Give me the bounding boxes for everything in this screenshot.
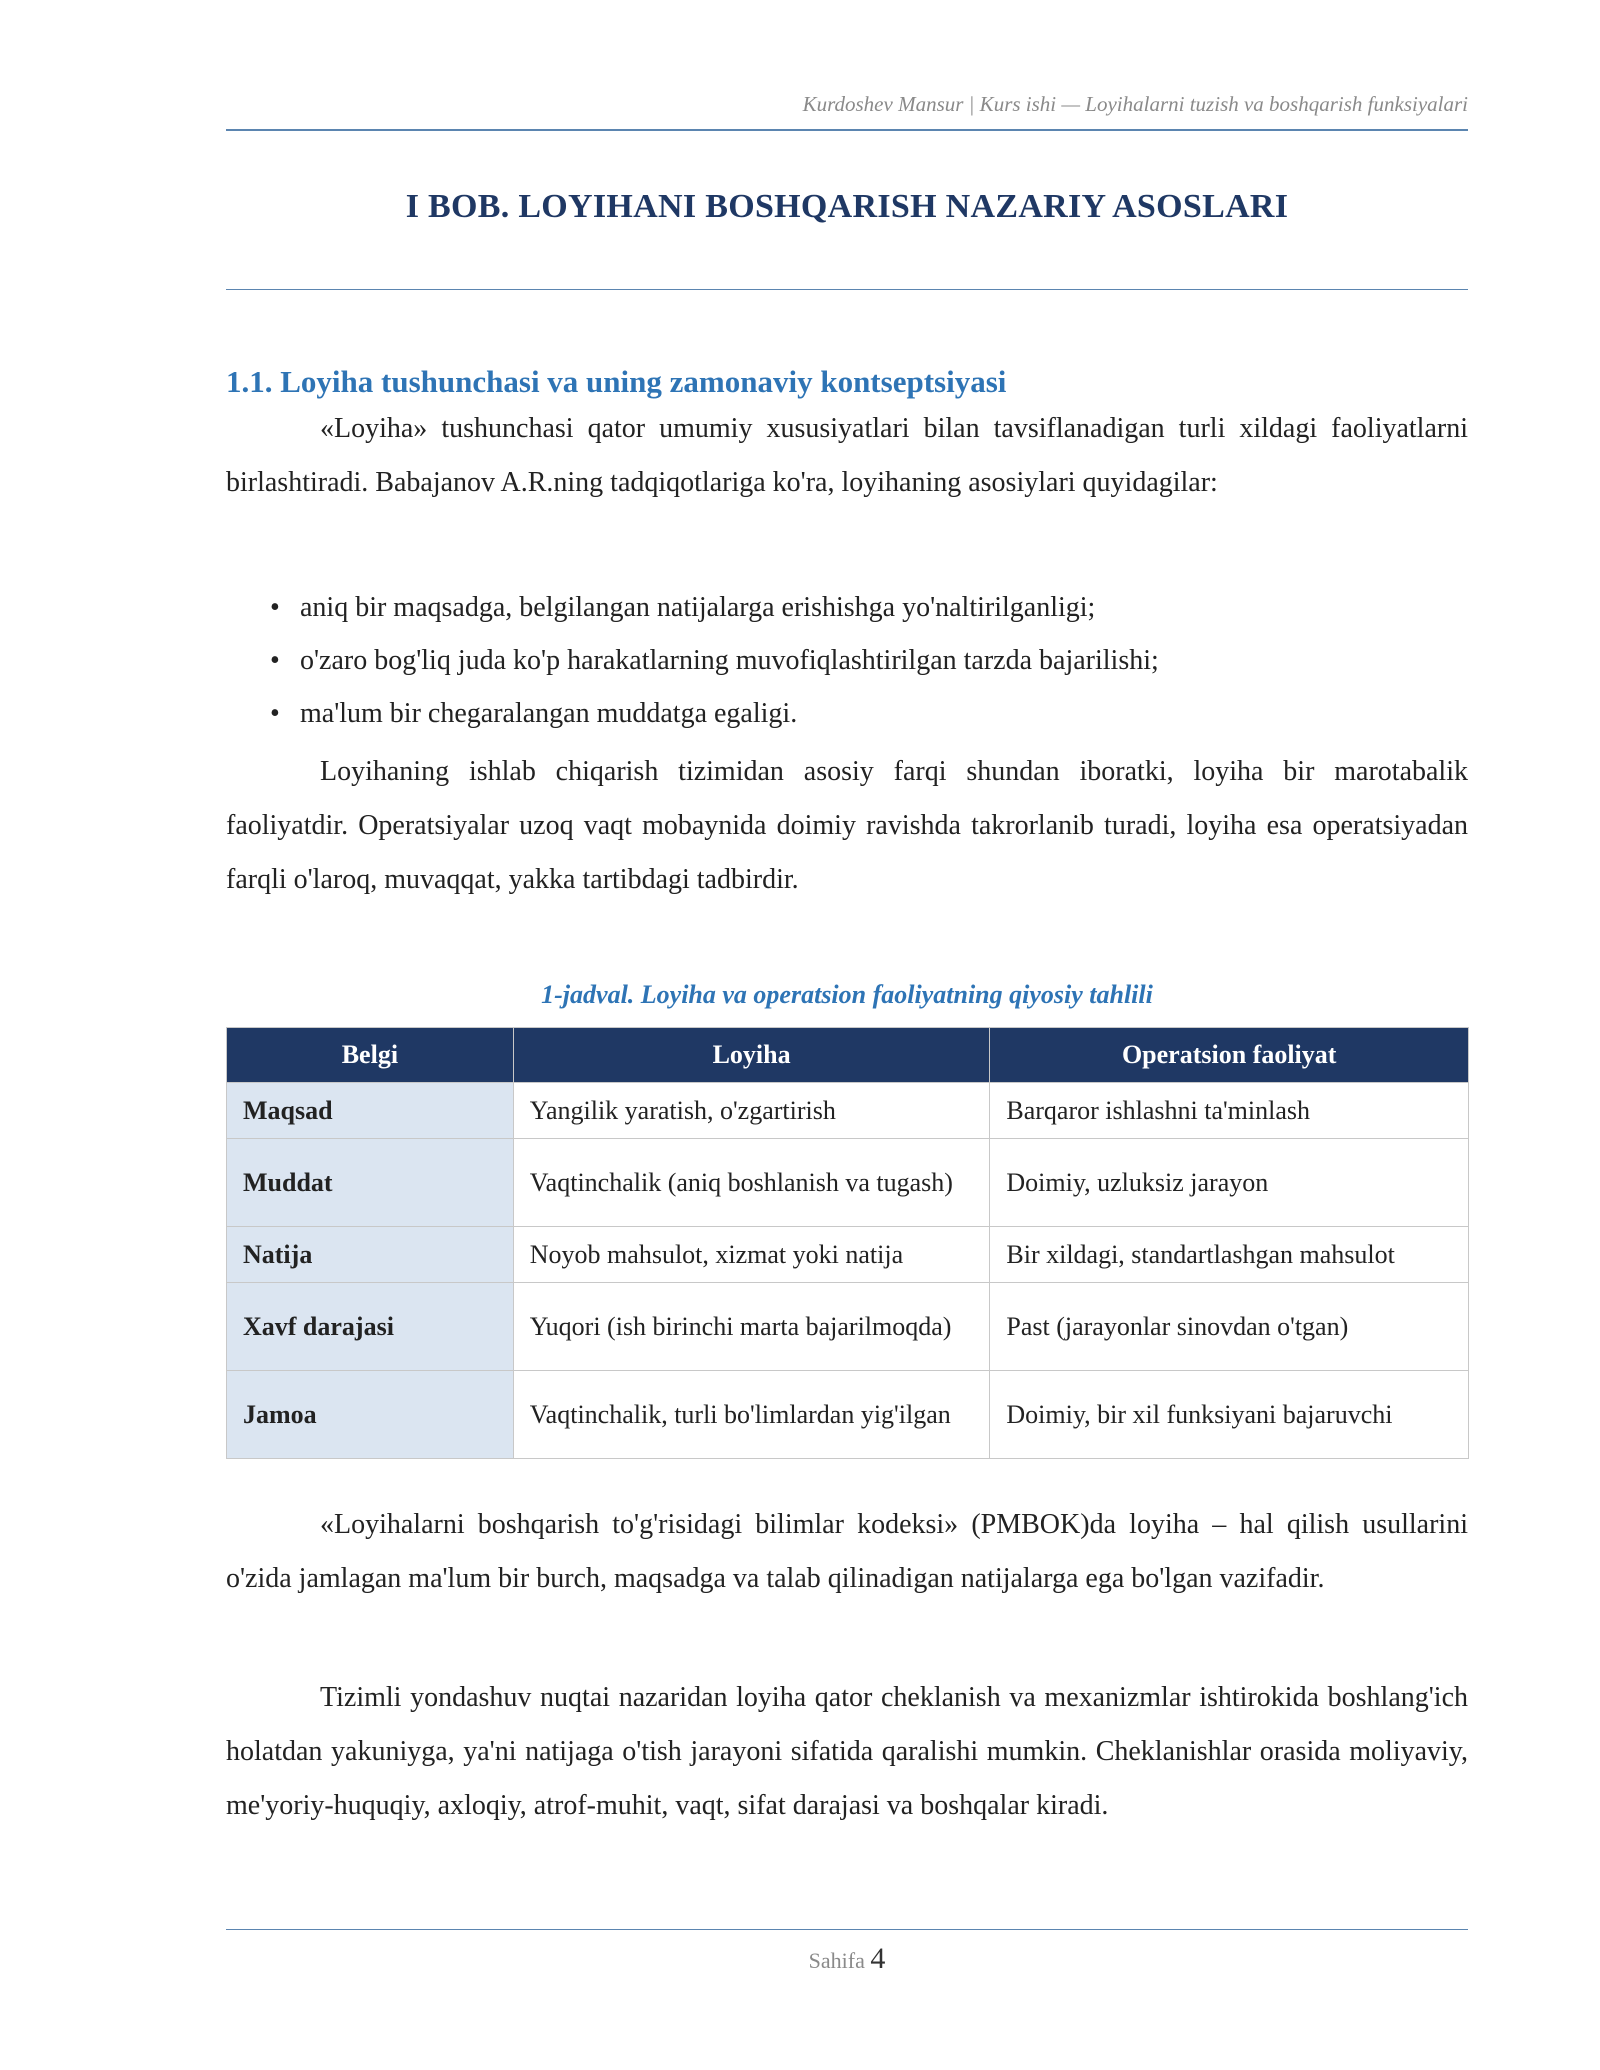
- page-footer: [226, 1942, 1468, 1976]
- paragraph-intro: «Loyiha» tushunchasi qator umumiy xususiyatlari bilan tavsiflanadigan turli xildagi faoliyatlarni birlashtiradi. Babajanov A.R.ning tadqiqotlariga ko'ra, loyihaning asosiylari quyidagilar:: [226, 413, 1468, 498]
- bullet-list: [270, 581, 1159, 740]
- list-item: • ma'lum bir chegaralangan muddatga egaligi.: [270, 687, 1159, 740]
- column-header: Belgi: [227, 1028, 514, 1083]
- paragraph-pmbok: «Loyihalarni boshqarish to'g'risidagi bilimlar kodeksi» (PMBOK)da loyiha – hal qilish usullarini o'zida jamlagan ma'lum bir burch, maqsadga va talab qilinadigan natijalarga ega bo'lgan vazifadir.: [226, 1509, 1468, 1594]
- operation-cell: Past (jarayonlar sinovdan o'tgan): [990, 1283, 1469, 1371]
- chapter-divider: [226, 289, 1468, 290]
- comparison-table: [226, 1027, 1469, 1459]
- project-cell: Vaqtinchalik (aniq boshlanish va tugash): [513, 1139, 990, 1227]
- chapter-title: I BOB. LOYIHANI BOSHQARISH NAZARIY ASOSLARI: [405, 188, 1289, 225]
- project-cell: Vaqtinchalik, turli bo'limlardan yig'ilgan: [513, 1371, 990, 1459]
- column-header: Loyiha: [513, 1028, 990, 1083]
- paragraph-systems: Tizimli yondashuv nuqtai nazaridan loyiha qator cheklanish va mexanizmlar ishtirokida boshlang'ich holatdan yakuniyga, ya'ni natijaga o'tish jarayoni sifatida qaralishi mumkin. Cheklanishlar orasida moliyaviy, me'yoriy-huquqiy, axloqiy, atrof-muhit, vaqt, sifat darajasi va boshqalar kiradi.: [226, 1682, 1468, 1821]
- header-divider: [226, 129, 1468, 131]
- operation-cell: Barqaror ishlashni ta'minlash: [990, 1083, 1469, 1139]
- feature-cell: Xavf darajasi: [227, 1283, 514, 1371]
- section-title: 1.1. Loyiha tushunchasi va uning zamonaviy kontseptsiyasi: [226, 364, 1007, 399]
- operation-cell: Doimiy, uzluksiz jarayon: [990, 1139, 1469, 1227]
- operation-cell: Bir xildagi, standartlashgan mahsulot: [990, 1227, 1469, 1283]
- feature-cell: Natija: [227, 1227, 514, 1283]
- running-header: Kurdoshev Mansur | Kurs ishi — Loyihalarni tuzish va boshqarish funksiyalari: [802, 92, 1468, 116]
- table-row: [227, 1139, 1469, 1227]
- table-row: [227, 1371, 1469, 1459]
- table-header-row: [227, 1028, 1469, 1083]
- list-item: • aniq bir maqsadga, belgilangan natijalarga erishishga yo'naltirilganligi;: [270, 581, 1159, 634]
- operation-cell: Doimiy, bir xil funksiyani bajaruvchi: [990, 1371, 1469, 1459]
- table-row: [227, 1083, 1469, 1139]
- paragraph-difference: Loyihaning ishlab chiqarish tizimidan asosiy farqi shundan iboratki, loyiha bir marotabalik faoliyatdir. Operatsiyalar uzoq vaqt mobaynida doimiy ravishda takrorlanib turadi, loyiha esa operatsiyadan farqli o'laroq, muvaqqat, yakka tartibdagi tadbirdir.: [226, 756, 1468, 895]
- table-row: [227, 1283, 1469, 1371]
- page-number: 4: [870, 1942, 886, 1975]
- page-label: Sahifa: [808, 1948, 865, 1973]
- list-item: • o'zaro bog'liq juda ko'p harakatlarning muvofiqlashtirilgan tarzda bajarilishi;: [270, 634, 1159, 687]
- table-caption: 1-jadval. Loyiha va operatsion faoliyatning qiyosiy tahlili: [541, 980, 1153, 1009]
- project-cell: Yuqori (ish birinchi marta bajarilmoqda): [513, 1283, 990, 1371]
- footer-divider: [226, 1929, 1468, 1930]
- project-cell: Yangilik yaratish, o'zgartirish: [513, 1083, 990, 1139]
- table-row: [227, 1227, 1469, 1283]
- feature-cell: Jamoa: [227, 1371, 514, 1459]
- feature-cell: Muddat: [227, 1139, 514, 1227]
- column-header: Operatsion faoliyat: [990, 1028, 1469, 1083]
- project-cell: Noyob mahsulot, xizmat yoki natija: [513, 1227, 990, 1283]
- feature-cell: Maqsad: [227, 1083, 514, 1139]
